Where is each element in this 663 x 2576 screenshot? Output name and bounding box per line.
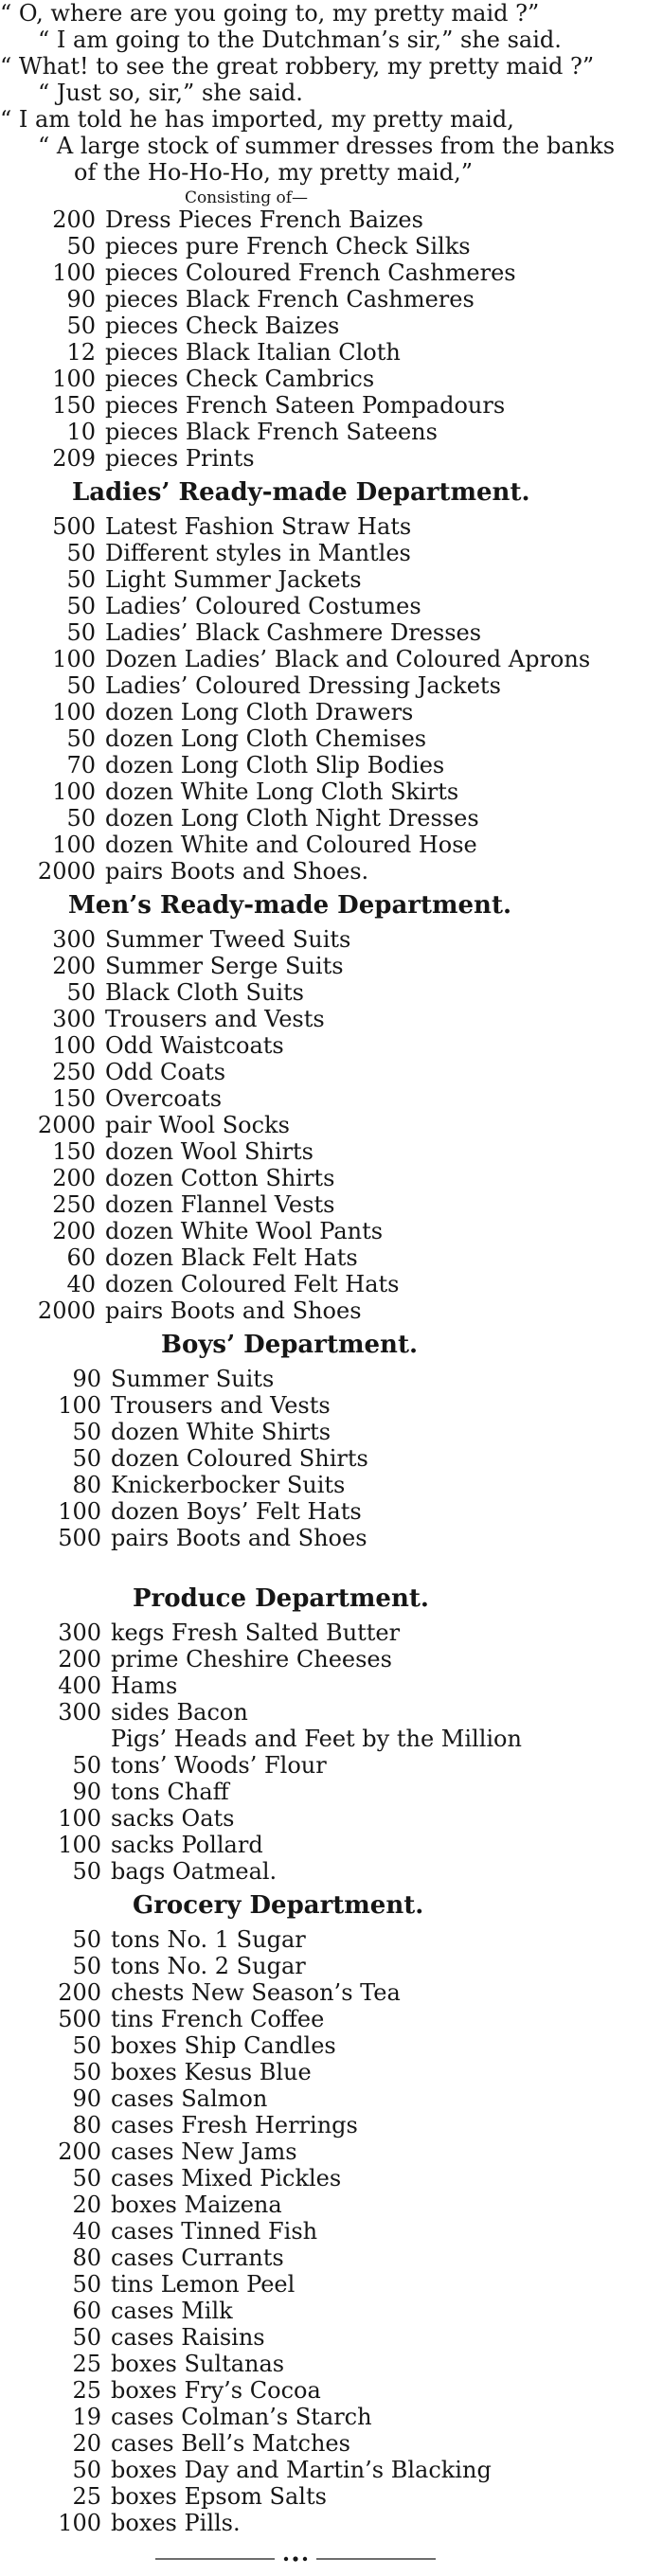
item-description: boxes Ship Candles	[111, 2032, 336, 2059]
list-item	[0, 1953, 663, 1979]
item-description: Ladies’ Coloured Dressing Jackets	[105, 672, 501, 699]
list-item	[0, 1498, 663, 1525]
item-description: Knickerbocker Suits	[111, 1472, 346, 1498]
item-description: Summer Tweed Suits	[105, 926, 351, 953]
item-quantity: 100	[58, 2510, 101, 2536]
item-description: pieces Black Italian Cloth	[105, 339, 401, 366]
item-quantity: 2000	[37, 1297, 96, 1324]
list-item	[0, 1445, 663, 1472]
item-quantity: 50	[72, 2457, 101, 2483]
list-item	[0, 1218, 663, 1244]
list-item	[0, 832, 663, 858]
list-item	[0, 805, 663, 832]
list-item	[0, 2032, 663, 2059]
item-quantity	[0, 1726, 111, 1752]
list-item	[0, 926, 663, 953]
item-description: dozen Cotton Shirts	[105, 1165, 335, 1191]
item-description: Latest Fashion Straw Hats	[105, 513, 412, 540]
list-item	[0, 313, 663, 339]
item-description: Dozen Ladies’ Black and Coloured Aprons	[105, 646, 591, 672]
item-quantity: 100	[58, 1832, 101, 1858]
item-quantity: 80	[72, 2112, 101, 2138]
list-item	[0, 953, 663, 979]
item-description: boxes Pills.	[111, 2510, 241, 2536]
item-quantity: 300	[52, 1006, 96, 1032]
item-quantity: 100	[52, 832, 96, 858]
verse	[0, 0, 663, 186]
item-quantity: 50	[66, 566, 96, 593]
item-quantity: 90	[72, 1366, 101, 1392]
list-item	[0, 2059, 663, 2085]
item-description: tons’ Woods’ Flour	[111, 1752, 327, 1779]
list-item	[0, 1858, 663, 1885]
list-item	[0, 2271, 663, 2298]
list-item	[0, 2138, 663, 2165]
list-item	[0, 1138, 663, 1165]
list-item	[0, 1297, 663, 1324]
department-heading: Ladies’ Ready-made Department.	[72, 478, 530, 507]
item-description: cases Currants	[111, 2245, 284, 2271]
item-quantity: 100	[52, 699, 96, 725]
item-quantity: 25	[72, 2351, 101, 2377]
item-description: chests New Season’s Tea	[111, 1979, 401, 2006]
item-quantity: 80	[72, 1472, 101, 1498]
list-item	[0, 1085, 663, 1112]
item-description: pieces Prints	[105, 445, 255, 472]
item-quantity: 50	[72, 2271, 101, 2298]
item-quantity: 50	[72, 2059, 101, 2085]
item-quantity: 50	[66, 540, 96, 566]
list-item	[0, 2298, 663, 2324]
list-item	[0, 1165, 663, 1191]
item-description: cases Fresh Herrings	[111, 2112, 358, 2138]
item-description: dozen White Long Cloth Skirts	[105, 778, 459, 805]
item-quantity: 400	[58, 1673, 101, 1699]
item-description: tons No. 1 Sugar	[111, 1926, 306, 1953]
item-quantity: 50	[66, 979, 96, 1006]
grocery-department	[0, 1885, 663, 2536]
item-description: Odd Coats	[105, 1059, 226, 1085]
item-description: pieces Check Cambrics	[105, 366, 375, 392]
list-item	[0, 206, 663, 233]
item-quantity: 50	[66, 805, 96, 832]
item-description: sacks Oats	[111, 1805, 235, 1832]
item-description: Summer Serge Suits	[105, 953, 344, 979]
list-item	[0, 1673, 663, 1699]
item-quantity: 50	[66, 593, 96, 619]
list-item	[0, 2483, 663, 2510]
item-description: dozen Flannel Vests	[105, 1191, 335, 1218]
list-item	[0, 513, 663, 540]
list-item	[0, 1244, 663, 1271]
item-quantity: 25	[72, 2377, 101, 2404]
item-description: pieces Coloured French Cashmeres	[105, 259, 516, 286]
item-quantity: 100	[52, 259, 96, 286]
item-description: cases New Jams	[111, 2138, 297, 2165]
list-item	[0, 445, 663, 472]
list-item	[0, 699, 663, 725]
item-quantity: 500	[52, 513, 96, 540]
list-item	[0, 1392, 663, 1419]
item-description: pair Wool Socks	[105, 1112, 290, 1138]
item-quantity: 150	[52, 1138, 96, 1165]
item-description: tons Chaff	[111, 1779, 229, 1805]
item-description: dozen Long Cloth Chemises	[105, 725, 427, 752]
list-item	[0, 1419, 663, 1445]
verse-line: “ I am told he has imported, my pretty maid,	[0, 106, 514, 133]
item-description: dozen White Wool Pants	[105, 1218, 384, 1244]
item-quantity: 100	[52, 366, 96, 392]
item-quantity: 90	[66, 286, 96, 313]
item-quantity: 90	[72, 2085, 101, 2112]
item-quantity: 50	[66, 725, 96, 752]
item-quantity: 500	[58, 1525, 101, 1551]
item-description: Light Summer Jackets	[105, 566, 362, 593]
list-item	[0, 1979, 663, 2006]
list-item	[0, 619, 663, 646]
list-item	[0, 566, 663, 593]
item-quantity: 100	[52, 646, 96, 672]
item-quantity: 50	[66, 672, 96, 699]
list-item	[0, 392, 663, 419]
list-item	[0, 1699, 663, 1726]
ladies-department	[0, 472, 663, 885]
item-quantity: 250	[52, 1059, 96, 1085]
item-description: dozen Black Felt Hats	[105, 1244, 358, 1271]
item-description: sides Bacon	[111, 1699, 248, 1726]
list-item	[0, 419, 663, 445]
department-heading: Produce Department.	[133, 1584, 429, 1613]
item-quantity: 50	[66, 313, 96, 339]
item-description: dozen Long Cloth Night Dresses	[105, 805, 479, 832]
item-description: boxes Fry’s Cocoa	[111, 2377, 321, 2404]
item-description: Odd Waistcoats	[105, 1032, 284, 1059]
item-description: prime Cheshire Cheeses	[111, 1646, 392, 1673]
item-quantity: 100	[52, 778, 96, 805]
list-item	[0, 1472, 663, 1498]
item-description: dozen White Shirts	[111, 1419, 332, 1445]
item-description: pairs Boots and Shoes.	[105, 858, 369, 885]
mens-department	[0, 885, 663, 1324]
item-description: pairs Boots and Shoes	[111, 1525, 367, 1551]
item-quantity: 200	[52, 953, 96, 979]
list-item	[0, 233, 663, 259]
item-description: Overcoats	[105, 1085, 223, 1112]
item-description: Ladies’ Coloured Costumes	[105, 593, 421, 619]
item-quantity: 100	[58, 1498, 101, 1525]
verse-line: of the Ho-Ho-Ho, my pretty maid,”	[74, 159, 473, 186]
item-description: pieces Check Baizes	[105, 313, 340, 339]
list-item	[0, 1926, 663, 1953]
item-description: dozen Long Cloth Slip Bodies	[105, 752, 445, 778]
item-description: boxes Sultanas	[111, 2351, 285, 2377]
item-quantity: 50	[72, 2165, 101, 2191]
item-quantity: 200	[58, 2138, 101, 2165]
item-quantity: 40	[66, 1271, 96, 1297]
item-quantity: 60	[72, 2298, 101, 2324]
item-quantity: 50	[66, 619, 96, 646]
list-item	[0, 1646, 663, 1673]
item-quantity: 50	[72, 2324, 101, 2351]
item-description: pairs Boots and Shoes	[105, 1297, 362, 1324]
item-description: Dress Pieces French Baizes	[105, 206, 423, 233]
list-item	[0, 778, 663, 805]
item-description: pieces Black French Cashmeres	[105, 286, 475, 313]
list-item	[0, 2218, 663, 2245]
list-item	[0, 2457, 663, 2483]
item-quantity: 200	[58, 1646, 101, 1673]
list-item	[0, 2404, 663, 2430]
list-item	[0, 2510, 663, 2536]
list-item	[0, 2430, 663, 2457]
list-item	[0, 1726, 663, 1752]
ornamental-rule	[153, 2554, 438, 2564]
item-description: cases Tinned Fish	[111, 2218, 318, 2245]
list-item	[0, 979, 663, 1006]
item-description: pieces pure French Check Silks	[105, 233, 471, 259]
item-quantity: 50	[72, 2032, 101, 2059]
item-quantity: 50	[72, 1926, 101, 1953]
item-quantity: 60	[66, 1244, 96, 1271]
verse-line: “ What! to see the great robbery, my pretty maid ?”	[0, 53, 595, 80]
item-description: Black Cloth Suits	[105, 979, 304, 1006]
item-quantity: 20	[72, 2430, 101, 2457]
list-item	[0, 1752, 663, 1779]
item-quantity: 2000	[37, 858, 96, 885]
item-quantity: 200	[52, 1165, 96, 1191]
list-item	[0, 366, 663, 392]
item-description: tins Lemon Peel	[111, 2271, 296, 2298]
item-description: cases Salmon	[111, 2085, 268, 2112]
department-heading: Men’s Ready-made Department.	[68, 891, 512, 920]
item-quantity: 50	[72, 1445, 101, 1472]
item-quantity: 2000	[37, 1112, 96, 1138]
item-description: dozen White and Coloured Hose	[105, 832, 477, 858]
item-quantity: 200	[58, 1979, 101, 2006]
item-description: tons No. 2 Sugar	[111, 1953, 306, 1979]
list-item	[0, 646, 663, 672]
item-description: Ladies’ Black Cashmere Dresses	[105, 619, 482, 646]
drapery-list	[0, 206, 663, 472]
item-description: Different styles in Mantles	[105, 540, 411, 566]
list-item	[0, 259, 663, 286]
verse-line: “ I am going to the Dutchman’s sir,” she said.	[38, 27, 562, 53]
verse-line: “ A large stock of summer dresses from the banks	[38, 133, 616, 159]
item-description: Pigs’ Heads and Feet by the Million	[111, 1726, 522, 1752]
item-description: Trousers and Vests	[105, 1006, 325, 1032]
item-description: boxes Maizena	[111, 2191, 282, 2218]
item-quantity: 50	[72, 1953, 101, 1979]
item-quantity: 50	[72, 1752, 101, 1779]
list-item	[0, 2324, 663, 2351]
list-item	[0, 858, 663, 885]
item-description: pieces French Sateen Pompadours	[105, 392, 506, 419]
list-item	[0, 725, 663, 752]
item-description: bags Oatmeal.	[111, 1858, 278, 1885]
verse-line: “ O, where are you going to, my pretty maid ?”	[0, 0, 540, 27]
item-description: dozen Coloured Shirts	[111, 1445, 368, 1472]
list-item	[0, 2006, 663, 2032]
item-quantity: 25	[72, 2483, 101, 2510]
list-item	[0, 1805, 663, 1832]
item-quantity: 50	[72, 1858, 101, 1885]
list-item	[0, 752, 663, 778]
item-description: dozen Boys’ Felt Hats	[111, 1498, 362, 1525]
list-item	[0, 1191, 663, 1218]
department-heading: Grocery Department.	[133, 1891, 424, 1920]
item-quantity: 300	[58, 1699, 101, 1726]
list-item	[0, 2377, 663, 2404]
verse-line: “ Just so, sir,” she said.	[38, 80, 303, 106]
item-quantity: 150	[52, 392, 96, 419]
list-item	[0, 1006, 663, 1032]
item-description: Trousers and Vests	[111, 1392, 331, 1419]
item-quantity: 250	[52, 1191, 96, 1218]
item-description: cases Milk	[111, 2298, 233, 2324]
list-item	[0, 1032, 663, 1059]
item-description: cases Mixed Pickles	[111, 2165, 342, 2191]
item-description: boxes Day and Martin’s Blacking	[111, 2457, 492, 2483]
item-quantity: 10	[66, 419, 96, 445]
list-item	[0, 2351, 663, 2377]
list-item	[0, 672, 663, 699]
item-description: pieces Black French Sateens	[105, 419, 438, 445]
item-description: dozen Coloured Felt Hats	[105, 1271, 400, 1297]
item-description: dozen Long Cloth Drawers	[105, 699, 414, 725]
item-quantity: 300	[58, 1619, 101, 1646]
item-quantity: 90	[72, 1779, 101, 1805]
list-item	[0, 2112, 663, 2138]
list-item	[0, 540, 663, 566]
item-quantity: 200	[52, 206, 96, 233]
item-description: boxes Epsom Salts	[111, 2483, 327, 2510]
produce-department	[0, 1578, 663, 1885]
item-description: cases Colman’s Starch	[111, 2404, 372, 2430]
list-item	[0, 1525, 663, 1551]
item-quantity: 100	[58, 1805, 101, 1832]
list-item	[0, 339, 663, 366]
item-description: Hams	[111, 1673, 178, 1699]
item-quantity: 200	[52, 1218, 96, 1244]
list-item	[0, 1779, 663, 1805]
item-quantity: 100	[58, 1392, 101, 1419]
item-quantity: 70	[66, 752, 96, 778]
list-item	[0, 2085, 663, 2112]
item-quantity: 12	[66, 339, 96, 366]
item-quantity: 300	[52, 926, 96, 953]
item-quantity: 50	[66, 233, 96, 259]
item-quantity: 209	[52, 445, 96, 472]
list-item	[0, 286, 663, 313]
item-quantity: 100	[52, 1032, 96, 1059]
list-item	[0, 1112, 663, 1138]
item-description: boxes Kesus Blue	[111, 2059, 312, 2085]
list-item	[0, 2245, 663, 2271]
item-quantity: 80	[72, 2245, 101, 2271]
list-item	[0, 1059, 663, 1085]
consisting-label: Consisting of—	[184, 188, 309, 207]
list-item	[0, 2165, 663, 2191]
list-item	[0, 1619, 663, 1646]
item-quantity: 20	[72, 2191, 101, 2218]
list-item	[0, 1271, 663, 1297]
item-quantity: 50	[72, 1419, 101, 1445]
boys-department	[0, 1324, 663, 1551]
item-quantity: 40	[72, 2218, 101, 2245]
item-description: Summer Suits	[111, 1366, 275, 1392]
item-description: tins French Coffee	[111, 2006, 325, 2032]
item-description: sacks Pollard	[111, 1832, 263, 1858]
item-description: cases Raisins	[111, 2324, 265, 2351]
item-quantity: 500	[58, 2006, 101, 2032]
list-item	[0, 1832, 663, 1858]
item-description: kegs Fresh Salted Butter	[111, 1619, 401, 1646]
item-quantity: 19	[72, 2404, 101, 2430]
department-heading: Boys’ Department.	[161, 1331, 419, 1359]
list-item	[0, 593, 663, 619]
list-item	[0, 1366, 663, 1392]
item-description: cases Bell’s Matches	[111, 2430, 350, 2457]
item-description: dozen Wool Shirts	[105, 1138, 314, 1165]
item-quantity: 150	[52, 1085, 96, 1112]
list-item	[0, 2191, 663, 2218]
